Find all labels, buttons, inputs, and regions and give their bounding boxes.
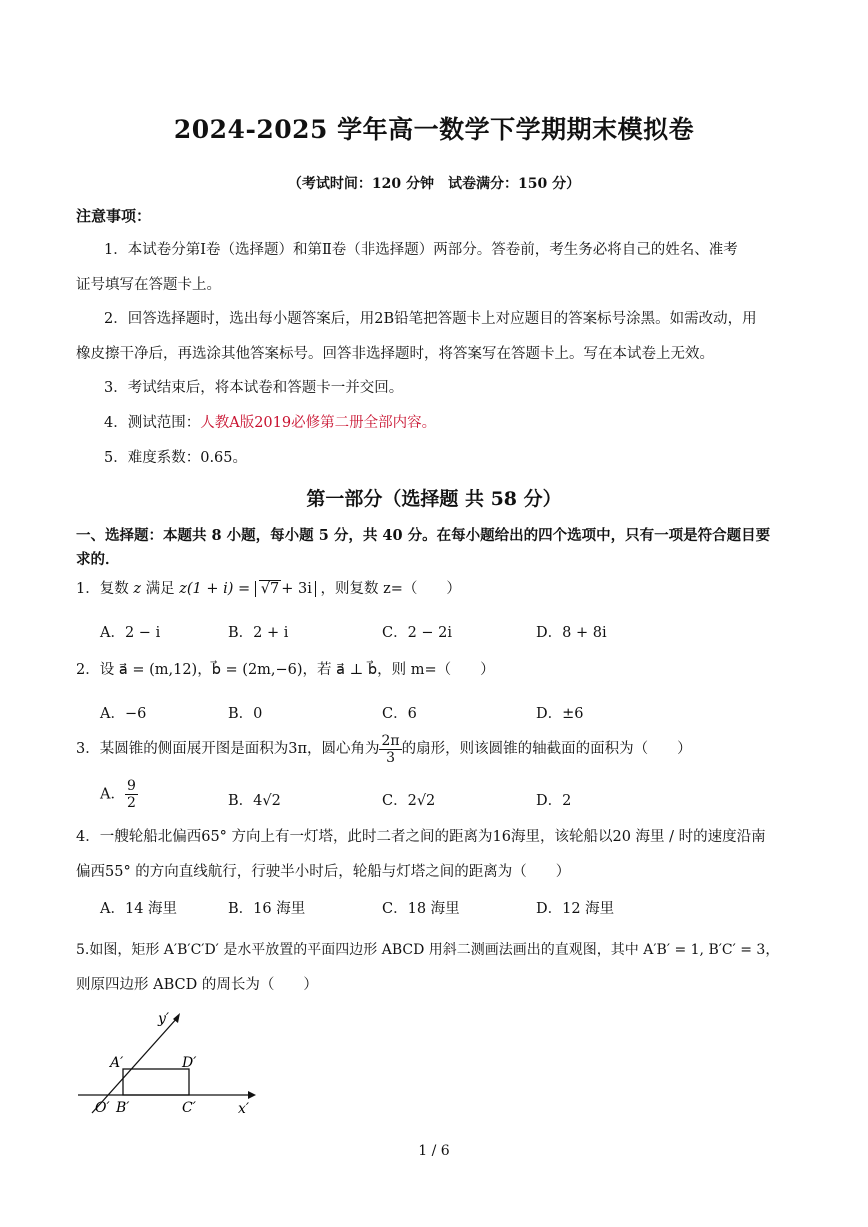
question-4-line-1: 4．一艘轮船北偏西65° 方向上有一灯塔，此时二者之间的距离为16海里，该轮船以20 海里 / 时的速度沿南 [76,829,766,845]
q3-frac-den: 3 [386,749,395,766]
exam-subtitle: （考试时间：120 分钟 试卷满分：150 分） [287,176,581,192]
q3-suffix: 的扇形，则该圆锥的轴截面的面积为（ ） [401,741,692,757]
exam-title: 2024-2025 学年高一数学下学期期末模拟卷 [173,115,695,144]
question-5-line-2: 则原四边形 ABCD 的周长为（ ） [76,977,318,993]
q3-option-a-den: 2 [126,795,136,811]
notice-heading: 注意事项： [76,207,152,225]
label-x: x′ [238,1101,250,1117]
label-d: D′ [182,1055,197,1071]
part-intro-line-1: 一、选择题：本题共 8 小题，每小题 5 分，共 40 分。在每小题给出的四个选项中，只有一项是符合题目要 [76,527,771,544]
q2-option-a[interactable]: A．−6 [100,706,147,722]
q3-option-a-label: A． [100,786,125,803]
notice-item-5: 5．难度系数：0.65。 [104,450,248,466]
q3-option-a-fraction [125,778,138,811]
notice-item-2-line-2: 橡皮擦干净后，再选涂其他答案标号。回答非选择题时，将答案写在答题卡上。写在本试卷上无效。 [76,346,714,362]
question-3 [76,731,692,767]
part-intro-line-2: 求的． [76,551,120,568]
label-a: A′ [110,1055,124,1071]
q4-option-c[interactable]: C．18 海里 [382,901,460,917]
q1-option-d[interactable]: D．8 + 8i [536,625,607,641]
q3-frac-num: 2π [381,732,400,749]
label-o: O′ [95,1100,110,1116]
q1-variable: z [133,581,141,597]
question-4-line-2: 偏西55° 的方向直线航行，行驶半小时后，轮船与灯塔之间的距离为（ ） [76,864,571,880]
notice-item-4-scope: 人教A版2019必修第二册全部内容。 [200,415,437,431]
q2-option-b[interactable]: B．0 [228,706,263,722]
q1-suffix: ，则复数 z=（ ） [320,581,461,597]
q1-mid: 满足 [145,581,175,597]
label-c: C′ [182,1100,196,1116]
question-1 [76,572,461,606]
rectangle-abcd [123,1069,189,1095]
q1-option-b[interactable]: B．2 + i [228,625,289,641]
page-number: 1 / 6 [418,1143,450,1159]
q3-prefix: 3．某圆锥的侧面展开图是面积为3π，圆心角为 [76,741,380,757]
question-2: 2．设 a⃗ = (m,12)，b⃗ = (2m,−6)，若 a⃗ ⊥ b⃗，则 m=（ ） [76,662,495,678]
notice-item-3: 3．考试结束后，将本试卷和答题卡一并交回。 [104,380,404,396]
notice-item-4 [104,406,436,440]
notice-item-1-line-2: 证号填写在答题卡上。 [76,277,221,293]
q3-option-d[interactable]: D．2 [536,793,572,809]
question-5-line-1: 5.如图，矩形 A′B′C′D′ 是水平放置的平面四边形 ABCD 用斜二测画法画出的直观图，其中 A′B′ = 1, B′C′ = 3， [76,942,780,958]
q1-abs-tail: + 3i [281,581,312,597]
y-axis [92,1017,178,1113]
q1-prefix: 1．复数 [76,581,129,597]
q1-option-a[interactable]: A．2 − i [100,625,161,641]
q3-option-c[interactable]: C．2√2 [382,793,436,809]
q3-option-a[interactable] [100,778,138,811]
q1-lhs: z(1 + i) = [179,581,251,597]
q4-option-d[interactable]: D．12 海里 [536,901,615,917]
x-axis-arrow [248,1091,256,1099]
q1-sqrt: √7 [260,581,280,597]
label-y: y′ [158,1011,170,1027]
q3-option-a-num: 9 [126,778,136,794]
q2-option-d[interactable]: D．±6 [536,706,584,722]
notice-item-4-prefix: 4．测试范围： [104,415,201,431]
q2-option-c[interactable]: C．6 [382,706,417,722]
section-title: 第一部分（选择题 共 58 分） [306,488,562,510]
q1-option-c[interactable]: C．2 − 2i [382,625,453,641]
q5-figure [70,1005,270,1120]
notice-item-2-line-1: 2．回答选择题时，选出每小题答案后，用2B铅笔把答题卡上对应题目的答案标号涂黑。如需改动，用 [104,311,757,327]
q4-option-b[interactable]: B．16 海里 [228,901,306,917]
q3-option-b[interactable]: B．4√2 [228,793,281,809]
q3-central-angle-fraction [379,733,401,766]
q1-absolute-value [255,581,316,597]
notice-item-1-line-1: 1．本试卷分第Ⅰ卷（选择题）和第Ⅱ卷（非选择题）两部分。答卷前，考生务必将自己的姓名、准考 [104,242,738,258]
label-b: B′ [116,1100,130,1116]
q4-option-a[interactable]: A．14 海里 [100,901,178,917]
